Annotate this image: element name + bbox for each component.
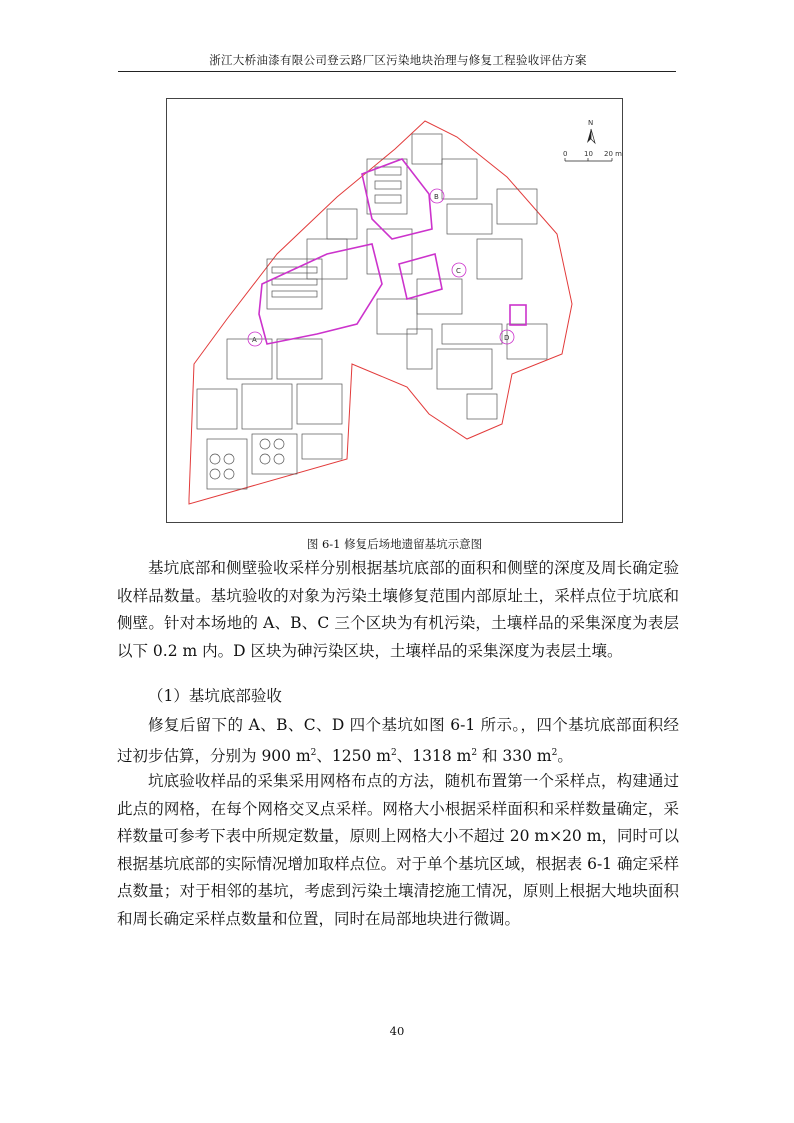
pit-c (399, 254, 442, 299)
scale-label-20: 20 m (604, 150, 622, 158)
area-a-sup: 2 (310, 747, 317, 758)
section-heading-pit-bottom: （1）基坑底部验收 (148, 687, 282, 705)
scale-label-10: 10 (584, 150, 593, 158)
area-d-sup: 2 (551, 747, 558, 758)
page-number: 40 (389, 1024, 405, 1038)
scale-bar (565, 158, 612, 161)
site-boundary (189, 121, 572, 504)
separator-3: 和 (477, 746, 503, 765)
north-arrow-icon (587, 129, 595, 143)
paragraph-2 (117, 712, 679, 770)
paragraph-1: 基坑底部和侧壁验收采样分别根据基坑底部的面积和侧壁的深度及周长确定验收样品数量。基坑验收的对象为污染土壤修复范围内部原址土，采样点位于坑底和侧壁。针对本场地的 A、B、C 三个区块为有机污染，土壤样品的采集深度为表层以下 0.2 m 内。D 区块为砷污染区块，土壤样品的采集深度为表层土壤。 (117, 559, 679, 660)
paragraph-3: 坑底验收样品的采集采用网格布点的方法，随机布置第一个采样点，构建通过此点的网格，在每个网格交叉点采样。网格大小根据采样面积和采样数量确定，采样数量可参考下表中所规定数量，原则上网格大小不超过 20 m×20 m，同时可以根据基坑底部的实际情况增加取样点位。对于单个基坑区域，根据表 6-1 确定采样点数量；对于相邻的基坑，考虑到污染土壤清挖施工情况，原则上根据大地块面积和周长确定采样点数量和位置，同时在局部地块进行微调。 (117, 772, 679, 928)
pit-d-label: D (504, 334, 510, 342)
separator-2: 、 (396, 746, 413, 765)
paragraph-2-text: 修复后留下的 A、B、C、D 四个基坑如图 6-1 所示。，四个基坑底部面积经过初步估算，分别为 (117, 716, 679, 765)
header-divider (118, 71, 676, 72)
pit-b (362, 159, 432, 239)
site-map-figure (166, 98, 623, 523)
pit-b-label: B (434, 193, 439, 201)
pit-d (510, 305, 526, 325)
site-map (167, 99, 624, 524)
area-c-sup: 2 (471, 747, 478, 758)
area-d: 330 m (502, 746, 552, 765)
separator-1: 、 (316, 746, 332, 765)
pit-a-label: A (252, 336, 257, 344)
building-group (197, 134, 547, 489)
area-b: 1250 m (331, 746, 391, 765)
figure-caption: 图 6-1 修复后场地遗留基坑示意图 (306, 537, 483, 551)
area-a: 900 m (261, 746, 311, 765)
pit-c-label: C (456, 267, 461, 275)
scale-label-0: 0 (563, 150, 568, 158)
north-label: N (588, 119, 594, 127)
paragraph-2-end: 。 (557, 746, 573, 765)
page-header: 浙江大桥油漆有限公司登云路厂区污染地块治理与修复工程验收评估方案 (209, 53, 587, 67)
area-c: 1318 m (412, 746, 472, 765)
area-b-sup: 2 (390, 747, 397, 758)
